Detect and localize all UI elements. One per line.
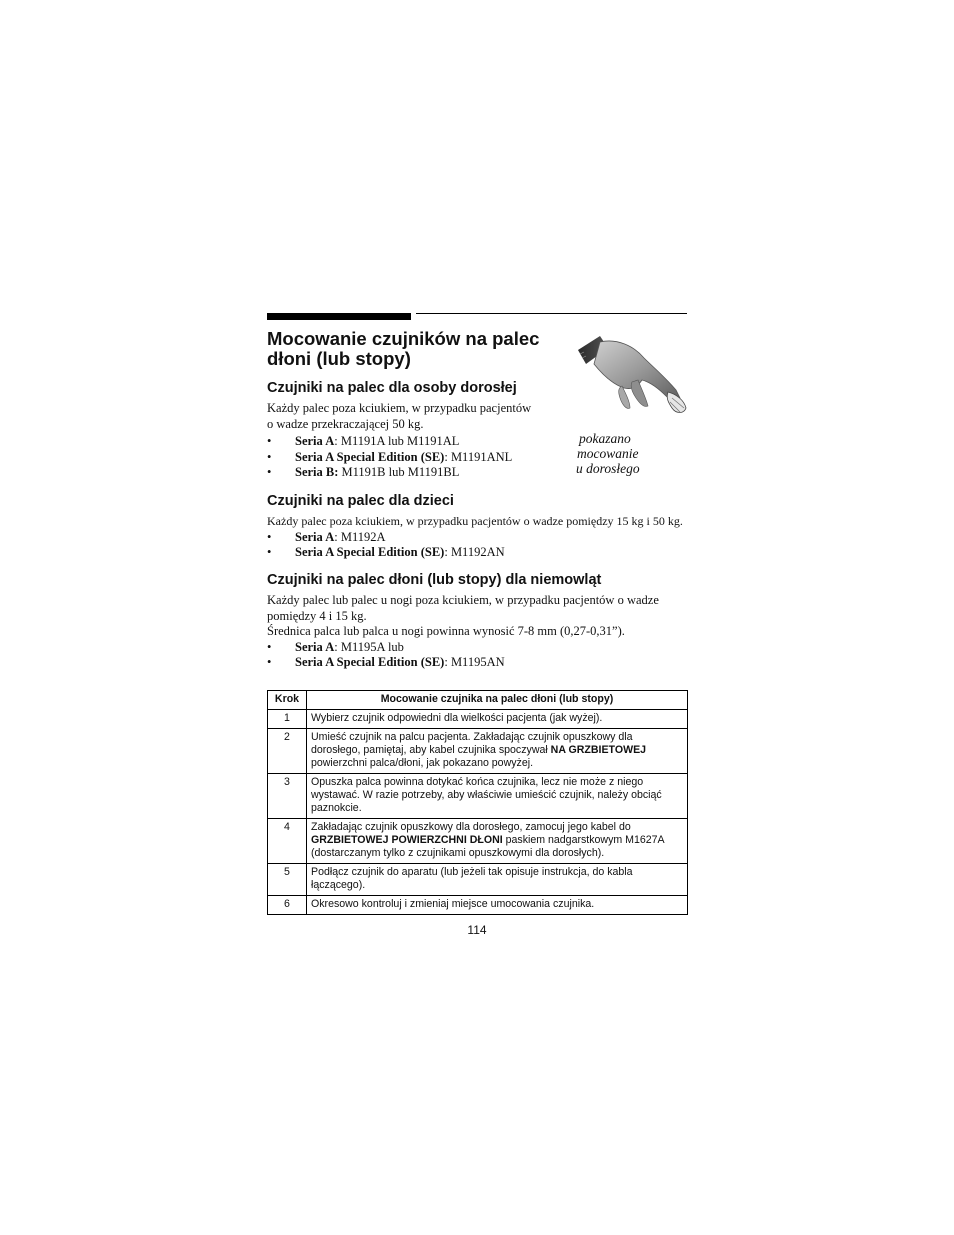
series-value: : M1195A lub (334, 639, 404, 654)
caption-line: pokazano (579, 431, 631, 446)
desc-line: Średnica palca lub palca u nogi powinna wynosić 7-8 mm (0,27-0,31”). (267, 624, 625, 638)
page-title-line2: dłoni (lub stopy) (267, 348, 411, 369)
step-text: Opuszka palca powinna dotykać końca czujnika, lecz nie może z niego wystawać. W razie potrzeby, aby właściwie umieścić czujnik, należy obciąć paznokcie. (307, 774, 688, 819)
section-children (267, 492, 687, 560)
step-number: 5 (268, 864, 307, 896)
model-list-adult (267, 434, 687, 480)
bullet: • (267, 529, 272, 544)
table-row (268, 774, 688, 819)
table-row (268, 710, 688, 729)
list-item (267, 450, 687, 465)
desc-line: pomiędzy 4 i 15 kg. (267, 608, 367, 623)
page-title (267, 329, 567, 369)
series-value: : M1191A lub M1191AL (334, 434, 460, 448)
series-label: Seria A Special Edition (SE) (295, 654, 445, 669)
series-value: : M1192A (334, 529, 386, 544)
step-number: 4 (268, 819, 307, 864)
series-value: : M1192AN (444, 544, 505, 559)
caption-line: mocowanie (577, 446, 639, 461)
step-number: 1 (268, 710, 307, 729)
list-item (267, 465, 687, 480)
bullet: • (267, 544, 272, 559)
series-label: Seria A (295, 529, 335, 544)
table-header-row (268, 691, 688, 710)
list-item (267, 640, 687, 655)
series-label: Seria B: (295, 465, 339, 479)
caption-line: u dorosłego (576, 461, 640, 476)
steps-table (267, 690, 688, 915)
series-label: Seria A Special Edition (SE) (295, 450, 445, 464)
header-rule-thick (267, 313, 411, 320)
step-text-emphasis: GRZBIETOWEJ POWIERZCHNI DŁONI (311, 834, 503, 846)
list-item (267, 530, 687, 545)
list-item (267, 545, 687, 560)
header-rule-thin (416, 313, 687, 314)
desc-line: Każdy palec poza kciukiem, w przypadku pacjentów (267, 401, 532, 415)
page-number: 114 (467, 923, 487, 937)
desc-line: o wadze przekraczającej 50 kg. (267, 416, 424, 431)
series-value: : M1191ANL (444, 450, 513, 464)
step-text: Wybierz czujnik odpowiedni dla wielkości pacjenta (jak wyżej). (307, 710, 688, 729)
series-label: Seria A Special Edition (SE) (295, 544, 445, 559)
table-row (268, 864, 688, 896)
model-list-infant (267, 640, 687, 670)
step-text (307, 819, 688, 864)
section-desc-adult (267, 401, 557, 432)
step-number: 6 (268, 896, 307, 915)
step-text-part: paskiem nadgarstkowym M1627A (dostarczanym tylko z czujnikami opuszkowymi dla dorosłych). (311, 834, 665, 859)
table-row (268, 819, 688, 864)
step-number: 2 (268, 729, 307, 774)
series-label: Seria A (295, 639, 335, 654)
table-row (268, 896, 688, 915)
section-adult (267, 379, 687, 480)
column-header-procedure: Mocowanie czujnika na palec dłoni (lub stopy) (307, 691, 688, 710)
section-heading-infant: Czujniki na palec dłoni (lub stopy) dla niemowląt (267, 572, 602, 588)
column-header-step: Krok (268, 691, 307, 710)
bullet: • (267, 639, 272, 654)
bullet: • (267, 434, 272, 448)
section-desc-children: Każdy palec poza kciukiem, w przypadku pacjentów o wadze pomiędzy 15 kg i 50 kg. (267, 514, 683, 528)
series-value: M1191B lub M1191BL (338, 465, 460, 479)
step-text-part: Zakładając czujnik opuszkowy dla dorosłego, zamocuj jego kabel do (311, 821, 631, 833)
section-infant (267, 571, 687, 670)
step-text (307, 729, 688, 774)
desc-line: Każdy palec lub palec u nogi poza kciukiem, w przypadku pacjentów o wadze (267, 593, 659, 607)
series-label: Seria A (295, 434, 335, 448)
section-heading-children: Czujniki na palec dla dzieci (267, 493, 454, 509)
section-heading-adult: Czujniki na palec dla osoby dorosłej (267, 380, 517, 396)
bullet: • (267, 654, 272, 669)
step-text-emphasis: NA GRZBIETOWEJ (550, 744, 647, 756)
model-list-children (267, 530, 687, 560)
section-desc-infant (267, 593, 687, 640)
list-item (267, 655, 687, 670)
bullet: • (267, 465, 272, 479)
step-text-part: Umieść czujnik na palcu pacjenta. Zakładając czujnik opuszkowy dla dorosłego, pamiętaj, aby kabel czujnika spoczywał (311, 731, 633, 756)
series-value: : M1195AN (444, 654, 505, 669)
bullet: • (267, 450, 272, 464)
table-row (268, 729, 688, 774)
step-text-part: powierzchni palca/dłoni, jak pokazano powyżej. (311, 757, 534, 769)
step-text: Podłącz czujnik do aparatu (lub jeżeli tak opisuje instrukcja, do kabla łączącego). (307, 864, 688, 896)
step-number: 3 (268, 774, 307, 819)
page-title-line1: Mocowanie czujników na palec (267, 328, 540, 349)
list-item (267, 434, 687, 449)
step-text: Okresowo kontroluj i zmieniaj miejsce umocowania czujnika. (307, 896, 688, 915)
